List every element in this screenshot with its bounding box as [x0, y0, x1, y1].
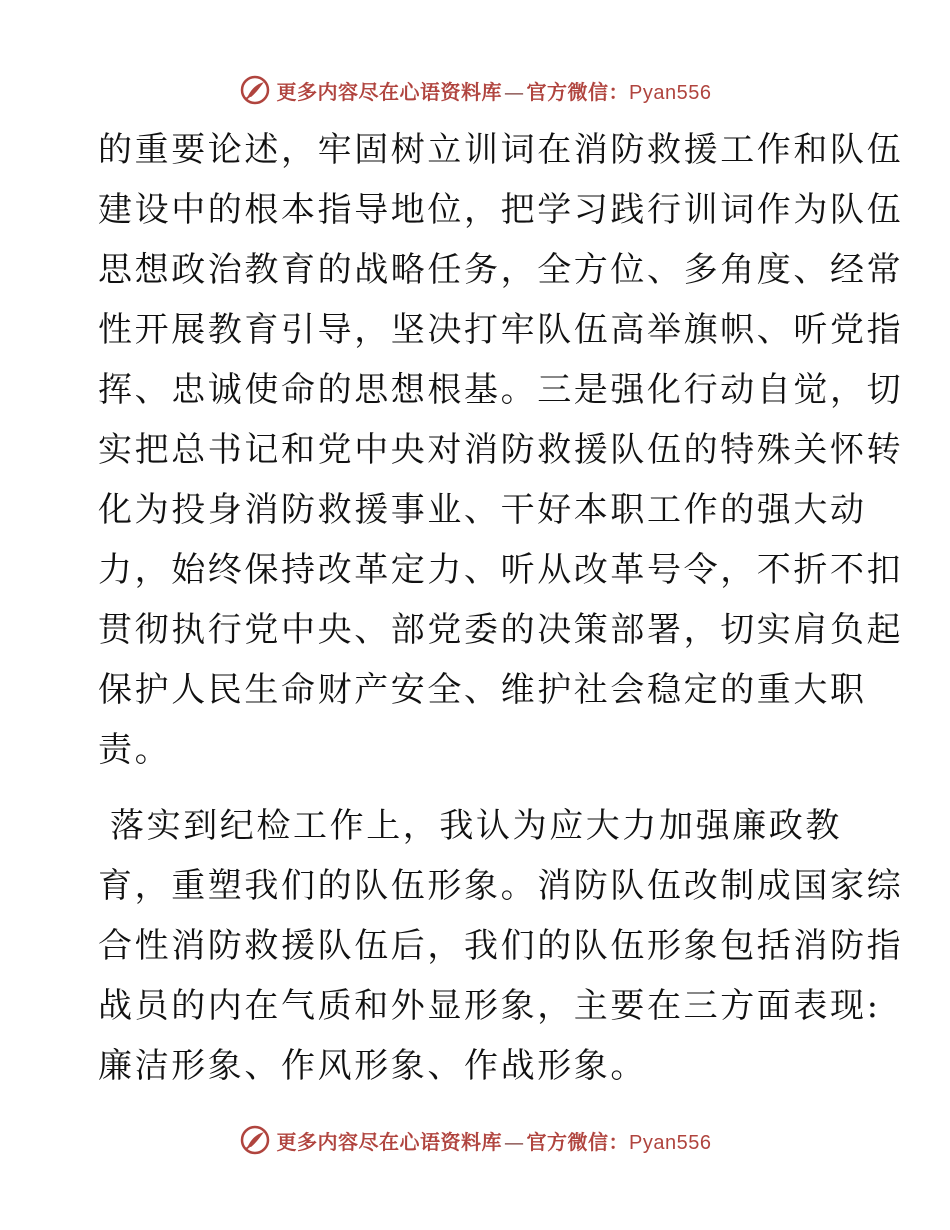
watermark-separator: —	[504, 79, 525, 104]
flame-quill-logo-icon	[239, 74, 271, 106]
text-line: 保护人民生命财产安全、维护社会稳定的重大职	[98, 670, 867, 710]
flame-quill-logo-icon	[239, 1124, 271, 1156]
text-line: 的重要论述，牢固树立训词在消防救援工作和队伍	[98, 130, 904, 170]
text-line: 责。	[98, 730, 172, 770]
text-line: 廉洁形象、作风形象、作战形象。	[98, 1046, 647, 1086]
text-line: 战员的内在气质和外显形象，主要在三方面表现:	[98, 986, 881, 1026]
text-line: 建设中的根本指导地位，把学习践行训词作为队伍	[98, 190, 904, 230]
document-body	[98, 120, 904, 1096]
paragraph-spacer	[98, 780, 858, 796]
paragraph	[98, 796, 904, 1096]
text-line: 挥、忠诚使命的思想根基。三是强化行动自觉，切	[98, 370, 904, 410]
footer-watermark	[0, 1122, 950, 1158]
watermark-brand: 更多内容尽在心语资料库	[276, 1129, 503, 1154]
text-line: 性开展教育引导，坚决打牢队伍高举旗帜、听党指	[98, 310, 904, 350]
text-line: 落实到纪检工作上，我认为应大力加强廉政教	[110, 806, 842, 846]
text-line: 实把总书记和党中央对消防救援队伍的特殊关怀转	[98, 430, 904, 470]
watermark-contact-label: 官方微信：	[526, 79, 630, 104]
text-line: 合性消防救援队伍后，我们的队伍形象包括消防指	[98, 926, 904, 966]
text-line: 化为投身消防救援事业、干好本职工作的强大动	[98, 490, 867, 530]
watermark-brand: 更多内容尽在心语资料库	[276, 79, 503, 104]
watermark-separator: —	[504, 1129, 525, 1154]
watermark-text	[277, 76, 712, 105]
text-line: 力，始终保持改革定力、听从改革号令，不折不扣	[98, 550, 904, 590]
watermark-text	[277, 1126, 712, 1155]
watermark-contact-label: 官方微信：	[526, 1129, 630, 1154]
watermark-contact-id: Pyan556	[629, 81, 712, 104]
header-watermark	[0, 72, 950, 108]
watermark-contact-id: Pyan556	[629, 1131, 712, 1154]
text-line: 贯彻执行党中央、部党委的决策部署，切实肩负起	[98, 610, 904, 650]
paragraph	[98, 120, 904, 780]
text-line: 育，重塑我们的队伍形象。消防队伍改制成国家综	[98, 866, 904, 906]
text-line: 思想政治教育的战略任务，全方位、多角度、经常	[98, 250, 904, 290]
